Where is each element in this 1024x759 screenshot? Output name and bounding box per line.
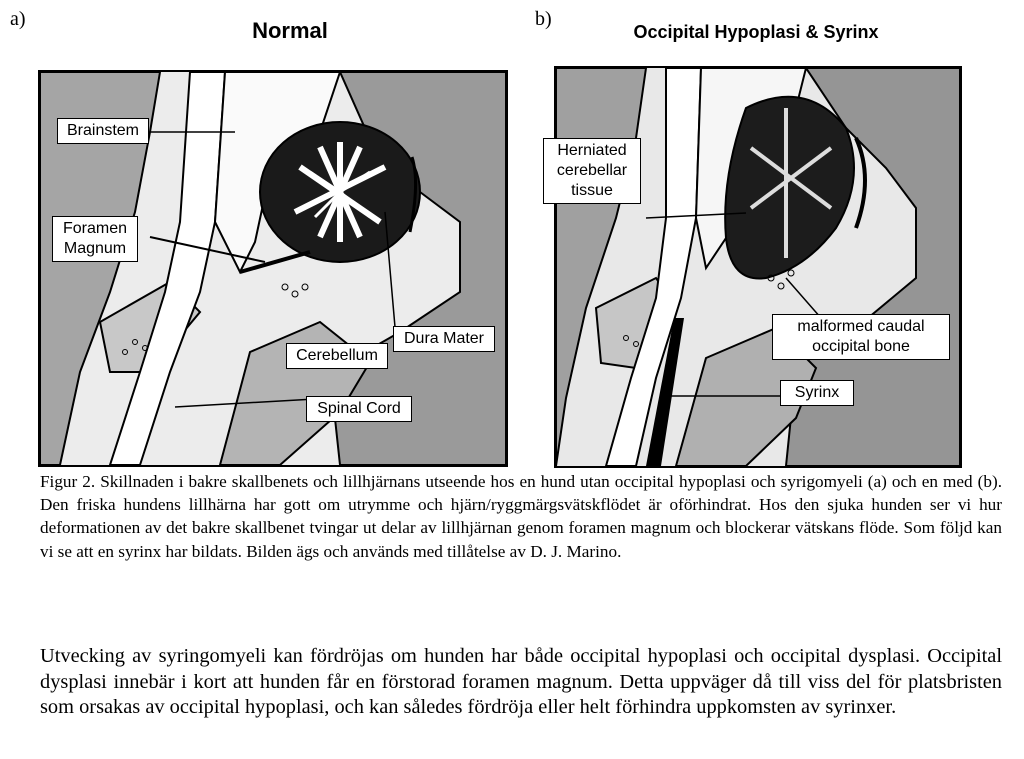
panel-a-label: a) xyxy=(10,8,26,30)
hypoplasia-anatomy-drawing xyxy=(556,68,960,466)
panel-b-illustration xyxy=(554,66,962,468)
cerebellum-callout: Cerebellum xyxy=(286,343,388,369)
herniated-callout-line2: cerebellar xyxy=(556,162,628,179)
panel-a-title: Normal xyxy=(252,18,328,43)
herniated-tissue-callout xyxy=(543,138,641,204)
malformed-bone-callout xyxy=(772,314,950,360)
panel-b-title: Occipital Hypoplasi & Syrinx xyxy=(633,22,879,42)
foramen-magnum-callout xyxy=(52,216,138,262)
brainstem-callout: Brainstem xyxy=(57,118,149,144)
spinal-cord-callout: Spinal Cord xyxy=(306,396,412,422)
panel-b-label: b) xyxy=(535,8,552,30)
body-paragraph: Utvecking av syringomyeli kan fördröjas om hunden har både occipital hypoplasi och occipital dysplasi. Occipital dysplasi innebär i kort att hunden får en förstorad foramen magnum. Detta uppväger då till viss del för platsbristen som orsakas av occipital hypoplasi, och kan således fördröja eller helt förhindra uppkomsten av syrinxer. xyxy=(40,645,1002,719)
figure-caption: Figur 2. Skillnaden i bakre skallbenets och lillhjärnans utseende hos en hund utan occipital hypoplasi och syrigomyeli (a) och en med (b). Den friska hundens lillhärna har gott om utrymme och hjärn/ryggmärgsvätskflödet är oförhindrat. Hos den sjuka hunden ser vi hur deformationen av det bakre skallbenet tvingar ut delar av lillhjärnan genom foramen magnum och blockerar vätskans flöde. Som följd kan vi se att en syrinx har bildats. Bilden ägs och används med tillåtelse av D. J. Marino. xyxy=(40,472,1002,561)
foramen-callout-line1: Foramen xyxy=(62,220,128,237)
herniated-callout-line1: Herniated xyxy=(557,142,627,159)
dura-mater-callout: Dura Mater xyxy=(393,326,495,352)
syrinx-callout: Syrinx xyxy=(780,380,854,406)
herniated-callout-line3: tissue xyxy=(571,182,613,199)
foramen-callout-line2: Magnum xyxy=(63,240,127,257)
malformed-callout-line1: malformed caudal xyxy=(797,318,925,335)
malformed-callout-line2: occipital bone xyxy=(812,338,910,355)
